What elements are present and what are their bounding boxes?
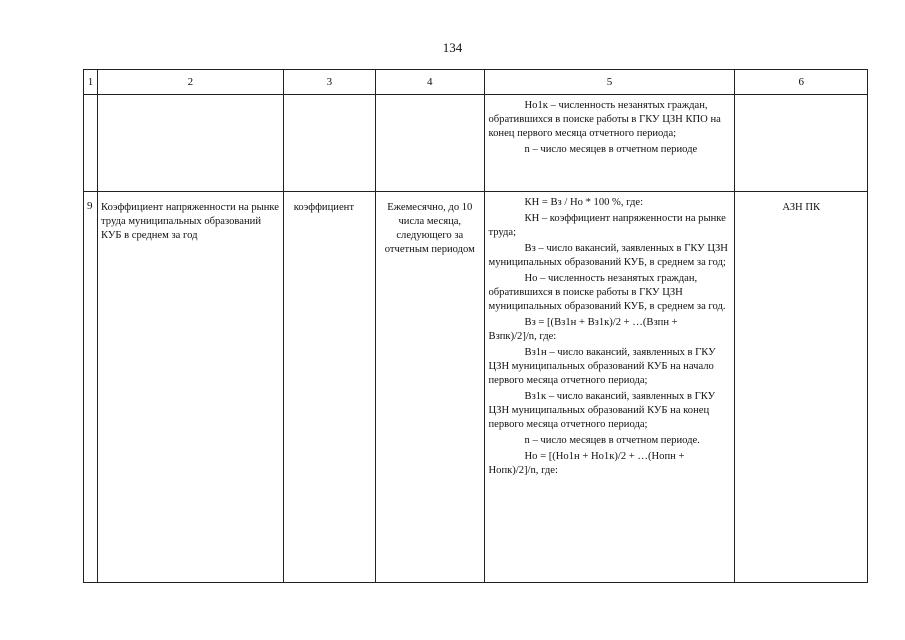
continuation-row [84,95,868,192]
formula-paragraph: КН – коэффициент напряженности на рынке труда; [488,213,726,238]
empty-cell [735,95,868,192]
formula-paragraph: n – число месяцев в отчетном периоде [524,144,698,155]
formula-paragraph: Но = [(Но1н + Но1к)/2 + …(Нопн + Нопк)/2]/n, где: [488,451,685,476]
column-header: 6 [735,70,868,95]
formula-paragraph: n – число месяцев в отчетном периоде. [524,435,700,446]
column-header: 1 [84,70,98,95]
formula-paragraph: Вз1н – число вакансий, заявленных в ГКУ ЦЗН муниципальных образований КУБ на начало первого месяца отчетного периода; [488,347,716,386]
column-header: 2 [98,70,284,95]
page-number: 134 [442,40,463,55]
empty-cell [283,95,375,192]
indicator-table [83,69,868,583]
period-cell [376,192,484,583]
indicator-name: Коэффициент напряженности на рынке труда муниципальных образований КУБ в среднем за год [101,202,280,241]
unit-cell [283,192,375,583]
formula-paragraph: Вз = [(Вз1н + Вз1к)/2 + …(Взпн + Взпк)/2]/n, где: [488,317,678,342]
empty-cell [98,95,284,192]
empty-cell [376,95,484,192]
table-row [84,192,868,583]
column-header: 5 [484,70,735,95]
formula-paragraph: КН = Вз / Но * 100 %, где: [524,197,644,208]
reporting-period: Ежемесячно, до 10 числа месяца, следующего за отчетным периодом [384,202,475,255]
column-header: 4 [376,70,484,95]
unit: коэффициент [293,202,354,213]
empty-cell [84,95,98,192]
data-source: АЗН ПК [782,202,821,213]
formula-paragraph: Вз1к – число вакансий, заявленных в ГКУ ЦЗН муниципальных образований КУБ на конец первого месяца отчетного периода; [488,391,716,430]
column-header: 3 [283,70,375,95]
formula-paragraph: Вз – число вакансий, заявленных в ГКУ ЦЗН муниципальных образований КУБ, в среднем за год; [488,243,728,268]
row-number-cell [84,192,98,583]
header-row [84,70,868,95]
indicator-name-cell [98,192,284,583]
formula-paragraph: Но – численность незанятых граждан, обратившихся в поиске работы в ГКУ ЦЗН муниципальных образований КУБ, в среднем за год. [488,273,726,312]
formula-cell [484,192,735,583]
formula-paragraph: Ho1к – численность незанятых граждан, обратившихся в поиске работы в ГКУ ЦЗН КПО на конец первого месяца отчетного периода; [488,100,721,139]
source-cell [735,192,868,583]
row-number: 9 [87,200,93,212]
formula-cell [484,95,735,192]
